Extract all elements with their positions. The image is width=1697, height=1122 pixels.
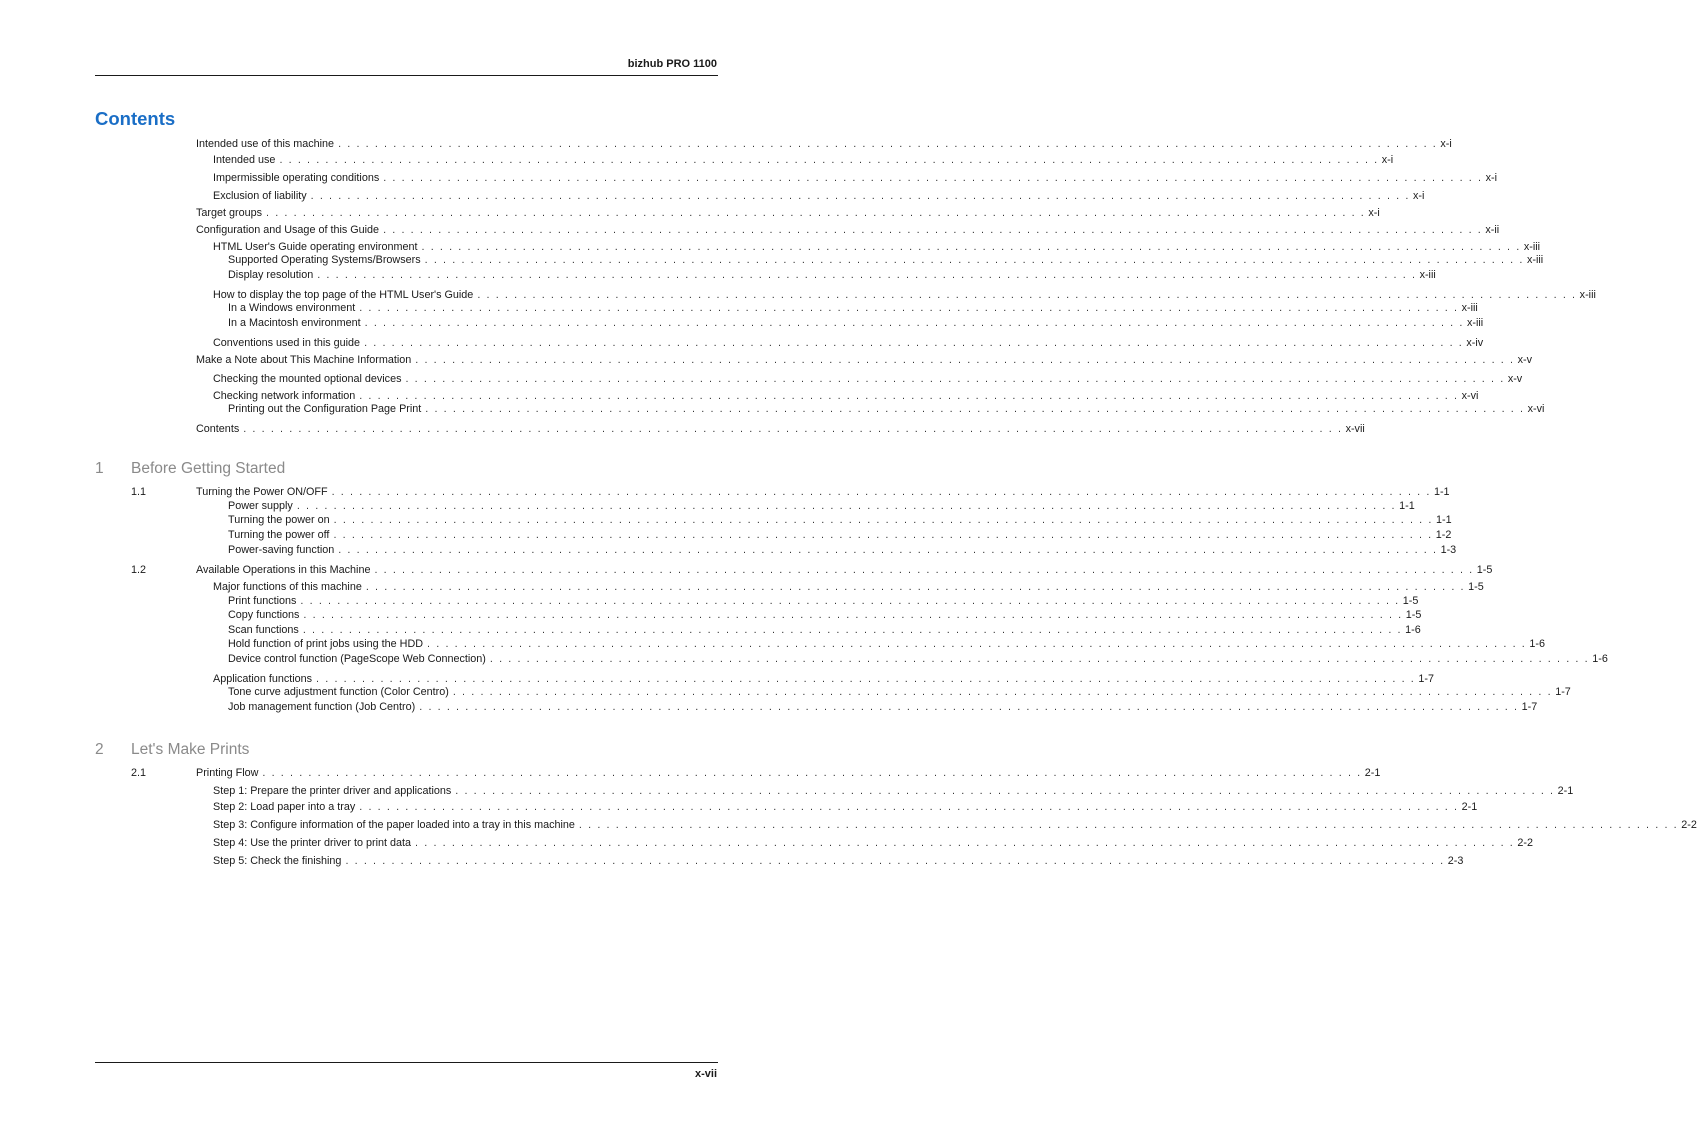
toc-entry[interactable] (213, 581, 1484, 593)
toc-entry-page: 1-7 (1521, 701, 1538, 713)
toc-entry-label: Hold function of print jobs using the HDD (228, 638, 424, 650)
header-rule (95, 75, 718, 76)
toc-entry-page: 1-5 (1405, 609, 1422, 621)
toc-entry-label: Step 2: Load paper into a tray (213, 801, 356, 813)
dot-leader: . . . . . . . . . . . . . . . . . . . . . . . . . . . . . . . . . . . . . . . . . . . . . . . . . . . . . . . . . . . . . . . . . . . . . . . . . . . . . . . . . . . . . . . . . . . . . . . . . . . . . . . . . . . . . . . . . . . . . . . . (427, 638, 1527, 650)
toc-entry[interactable] (228, 302, 1478, 314)
toc-entry-label: Device control function (PageScope Web Connection) (228, 653, 486, 665)
dot-leader: . . . . . . . . . . . . . . . . . . . . . . . . . . . . . . . . . . . . . . . . . . . . . . . . . . . . . . . . . . . . . . . . . . . . . . . . . . . . . . . . . . . . . . . . . . . . . . . . . . . . . . . . . . . . . . . . . . . . . . . . (302, 624, 1403, 636)
toc-entry-label: Power supply (228, 500, 293, 512)
toc-entry[interactable] (228, 701, 1538, 713)
toc-entry-label: Step 1: Prepare the printer driver and applications (213, 785, 452, 797)
dot-leader: . . . . . . . . . . . . . . . . . . . . . . . . . . . . . . . . . . . . . . . . . . . . . . . . . . . . . . . . . . . . . . . . . . . . . . . . . . . . . . . . . . . . . . . . . . . . . . . . . . . . . . . . . . . . . . . . . . . . . . . . (316, 673, 1416, 685)
toc-entry-label: Application functions (213, 673, 313, 685)
toc-entry[interactable] (228, 500, 1415, 512)
toc-entry-page: 1-2 (1435, 529, 1452, 541)
dot-leader: . . . . . . . . . . . . . . . . . . . . . . . . . . . . . . . . . . . . . . . . . . . . . . . . . . . . . . . . . . . . . . . . . . . . . . . . . . . . . . . . . . . . . . . . . . . . . . . . . . . . . . . . . . . . . . . . . . . . . . . . (364, 337, 1464, 349)
dot-leader: . . . . . . . . . . . . . . . . . . . . . . . . . . . . . . . . . . . . . . . . . . . . . . . . . . . . . . . . . . . . . . . . . . . . . . . . . . . . . . . . . . . . . . . . . . . . . . . . . . . . . . . . . . . . . . . . . . . . . . . . (415, 354, 1515, 366)
toc-entry-page: x-vii (1345, 423, 1365, 435)
toc-entry[interactable] (213, 241, 1541, 253)
dot-leader: . . . . . . . . . . . . . . . . . . . . . . . . . . . . . . . . . . . . . . . . . . . . . . . . . . . . . . . . . . . . . . . . . . . . . . . . . . . . . . . . . . . . . . . . . . . . . . . . . . . . . . . . . . . . . . . . . . . . . . . . (383, 224, 1483, 236)
toc-entry-label: Exclusion of liability (213, 190, 307, 202)
toc-entry-page: 1-5 (1476, 564, 1493, 576)
toc-entry[interactable] (228, 638, 1545, 650)
toc-entry[interactable] (228, 595, 1419, 607)
footer-rule (95, 1062, 718, 1063)
dot-leader: . . . . . . . . . . . . . . . . . . . . . . . . . . . . . . . . . . . . . . . . . . . . . . . . . . . . . . . . . . . . . . . . . . . . . . . . . . . . . . . . . . . . . . . . . . . . . . . . . . . . . . . . . . . . . . . . . . . . . . . . (374, 564, 1474, 576)
toc-entry[interactable] (228, 686, 1571, 698)
toc-entry-page: 2-2 (1517, 837, 1533, 849)
toc-entry-label: Turning the Power ON/OFF (196, 486, 328, 498)
toc-entry-page: 2-1 (1364, 767, 1381, 779)
dot-leader: . . . . . . . . . . . . . . . . . . . . . . . . . . . . . . . . . . . . . . . . . . . . . . . . . . . . . . . . . . . . . . . . . . . . . . . . . . . . . . . . . . . . . . . . . . . . . . . . . . . . . . . . . . . . . . . . . . . . . . . . (424, 254, 1524, 266)
toc-entry[interactable] (228, 514, 1452, 526)
dot-leader: . . . . . . . . . . . . . . . . . . . . . . . . . . . . . . . . . . . . . . . . . . . . . . . . . . . . . . . . . . . . . . . . . . . . . . . . . . . . . . . . . . . . . . . . . . . . . . . . . . . . . . . . . . . . . . . . . . . . . . . . (303, 609, 1403, 621)
dot-leader: . . . . . . . . . . . . . . . . . . . . . . . . . . . . . . . . . . . . . . . . . . . . . . . . . . . . . . . . . . . . . . . . . . . . . . . . . . . . . . . . . . . . . . . . . . . . . . . . . . . . . . . . . . . . . . . . . . . . . . . . (333, 529, 1433, 541)
dot-leader: . . . . . . . . . . . . . . . . . . . . . . . . . . . . . . . . . . . . . . . . . . . . . . . . . . . . . . . . . . . . . . . . . . . . . . . . . . . . . . . . . . . . . . . . . . . . . . . . . . . . . . . . . . . . . . . . . . . . . . . . (338, 544, 1438, 556)
dot-leader: . . . . . . . . . . . . . . . . . . . . . . . . . . . . . . . . . . . . . . . . . . . . . . . . . . . . . . . . . . . . . . . . . . . . . . . . . . . . . . . . . . . . . . . . . . . . . . . . . . . . . . . . . . . . . . . . . . . . . . . . (300, 595, 1400, 607)
toc-entry-page: x-iii (1419, 269, 1436, 281)
toc-entry[interactable] (196, 767, 1381, 779)
dot-leader: . . . . . . . . . . . . . . . . . . . . . . . . . . . . . . . . . . . . . . . . . . . . . . . . . . . . . . . . . . . . . . . . . . . . . . . . . . . . . . . . . . . . . . . . . . . . . . . . . . . . . . . . . . . . . . . . . . . . . . . . (365, 581, 1466, 593)
toc-entry[interactable] (228, 403, 1545, 415)
dot-leader: . . . . . . . . . . . . . . . . . . . . . . . . . . . . . . . . . . . . . . . . . . . . . . . . . . . . . . . . . . . . . . . . . . . . . . . . . . . . . . . . . . . . . . . . . . . . . . . . . . . . . . . . . . . . . . . . . . . . . . . . (419, 701, 1519, 713)
contents-heading: Contents (95, 108, 176, 129)
toc-entry[interactable] (196, 423, 1365, 435)
toc-entry[interactable] (213, 673, 1434, 685)
toc-entry[interactable] (196, 138, 1452, 150)
toc-entry[interactable] (213, 819, 1697, 831)
dot-leader: . . . . . . . . . . . . . . . . . . . . . . . . . . . . . . . . . . . . . . . . . . . . . . . . . . . . . . . . . . . . . . . . . . . . . . . . . . . . . . . . . . . . . . . . . . . . . . . . . . . . . . . . . . . . . . . . . . . . . . . . (296, 500, 1397, 512)
dot-leader: . . . . . . . . . . . . . . . . . . . . . . . . . . . . . . . . . . . . . . . . . . . . . . . . . . . . . . . . . . . . . . . . . . . . . . . . . . . . . . . . . . . . . . . . . . . . . . . . . . . . . . . . . . . . . . . . . . . . . . . . (359, 302, 1459, 314)
toc-entry-page: x-i (1412, 190, 1425, 202)
toc-entry-label: Intended use of this machine (196, 138, 335, 150)
chapter-number: 1 (95, 460, 104, 477)
toc-entry-page: x-iii (1523, 241, 1541, 253)
toc-entry-label: Major functions of this machine (213, 581, 362, 593)
toc-entry-page: 1-7 (1555, 686, 1571, 698)
toc-entry-page: x-vi (1461, 390, 1479, 402)
toc-entry[interactable] (213, 154, 1394, 166)
section-number: 2.1 (131, 767, 147, 779)
toc-entry-page: 1-6 (1529, 638, 1545, 650)
dot-leader: . . . . . . . . . . . . . . . . . . . . . . . . . . . . . . . . . . . . . . . . . . . . . . . . . . . . . . . . . . . . . . . . . . . . . . . . . . . . . . . . . . . . . . . . . . . . . . . . . . . . . . . . . . . . . . . . . . . . . . . . (455, 785, 1555, 797)
toc-entry-label: Printing out the Configuration Page Print (228, 403, 422, 415)
toc-entry-page: x-i (1368, 207, 1380, 219)
toc-entry-page: 1-5 (1468, 581, 1484, 593)
section-number: 1.1 (131, 486, 147, 498)
toc-entry-label: Target groups (196, 207, 263, 219)
footer-page-number: x-vii (694, 1068, 717, 1080)
toc-entry[interactable] (228, 653, 1608, 665)
toc-entry-label: Print functions (228, 595, 297, 607)
toc-entry-page: 2-1 (1461, 801, 1478, 813)
toc-entry-label: Contents (196, 423, 240, 435)
toc-entry-label: Impermissible operating conditions (213, 172, 380, 184)
toc-entry-label: HTML User's Guide operating environment (213, 241, 418, 253)
toc-entry[interactable] (213, 855, 1464, 867)
toc-entry[interactable] (196, 224, 1500, 236)
toc-entry[interactable] (213, 172, 1497, 184)
toc-entry[interactable] (213, 337, 1484, 349)
toc-entry-page: 2-1 (1557, 785, 1574, 797)
toc-entry[interactable] (213, 390, 1479, 402)
chapter-title[interactable]: Let's Make Prints (131, 741, 250, 758)
toc-entry-label: Job management function (Job Centro) (228, 701, 416, 713)
dot-leader: . . . . . . . . . . . . . . . . . . . . . . . . . . . . . . . . . . . . . . . . . . . . . . . . . . . . . . . . . . . . . . . . . . . . . . . . . . . . . . . . . . . . . . . . . . . . . . . . . . . . . . . . . . . . . . . . . . . . . . . . (364, 317, 1464, 329)
toc-entry-page: 1-7 (1418, 673, 1434, 685)
toc-entry-page: x-ii (1485, 224, 1500, 236)
toc-entry[interactable] (196, 207, 1380, 219)
toc-entry-page: 1-6 (1405, 624, 1421, 636)
dot-leader: . . . . . . . . . . . . . . . . . . . . . . . . . . . . . . . . . . . . . . . . . . . . . . . . . . . . . . . . . . . . . . . . . . . . . . . . . . . . . . . . . . . . . . . . . . . . . . . . . . . . . . . . . . . . . . . . . . . . . . . . (477, 289, 1577, 301)
dot-leader: . . . . . . . . . . . . . . . . . . . . . . . . . . . . . . . . . . . . . . . . . . . . . . . . . . . . . . . . . . . . . . . . . . . . . . . . . . . . . . . . . . . . . . . . . . . . . . . . . . . . . . . . . . . . . . . . . . . . . . . . (333, 514, 1433, 526)
toc-entry-label: Step 5: Check the finishing (213, 855, 342, 867)
toc-entry-label: Intended use (213, 154, 276, 166)
toc-entry-label: Checking network information (213, 390, 356, 402)
toc-entry[interactable] (228, 254, 1544, 266)
toc-entry-label: Turning the power on (228, 514, 330, 526)
toc-entry-page: x-iii (1579, 289, 1596, 301)
toc-entry-label: Step 4: Use the printer driver to print data (213, 837, 412, 849)
toc-entry[interactable] (228, 269, 1436, 281)
toc-entry[interactable] (213, 801, 1478, 813)
toc-entry-page: x-iv (1466, 337, 1484, 349)
dot-leader: . . . . . . . . . . . . . . . . . . . . . . . . . . . . . . . . . . . . . . . . . . . . . . . . . . . . . . . . . . . . . . . . . . . . . . . . . . . . . . . . . . . . . . . . . . . . . . . . . . . . . . . . . . . . . . . . . . . . . . . . (359, 801, 1459, 813)
dot-leader: . . . . . . . . . . . . . . . . . . . . . . . . . . . . . . . . . . . . . . . . . . . . . . . . . . . . . . . . . . . . . . . . . . . . . . . . . . . . . . . . . . . . . . . . . . . . . . . . . . . . . . . . . . . . . . . . . . . . . . . . (345, 855, 1445, 867)
toc-entry-page: x-v (1507, 373, 1523, 385)
toc-entry-page: 1-1 (1435, 514, 1452, 526)
toc-entry-label: Scan functions (228, 624, 299, 636)
toc-entry[interactable] (228, 529, 1452, 541)
toc-entry-page: 1-3 (1440, 544, 1457, 556)
toc-entry-page: x-iii (1461, 302, 1478, 314)
dot-leader: . . . . . . . . . . . . . . . . . . . . . . . . . . . . . . . . . . . . . . . . . . . . . . . . . . . . . . . . . . . . . . . . . . . . . . . . . . . . . . . . . . . . . . . . . . . . . . . . . . . . . . . . . . . . . . . . . . . . . . . . (359, 390, 1459, 402)
toc-entry-label: Supported Operating Systems/Browsers (228, 254, 421, 266)
toc-entry-label: In a Windows environment (228, 302, 356, 314)
dot-leader: . . . . . . . . . . . . . . . . . . . . . . . . . . . . . . . . . . . . . . . . . . . . . . . . . . . . . . . . . . . . . . . . . . . . . . . . . . . . . . . . . . . . . . . . . . . . . . . . . . . . . . . . . . . . . . . . . . . . . . . . (338, 138, 1438, 150)
dot-leader: . . . . . . . . . . . . . . . . . . . . . . . . . . . . . . . . . . . . . . . . . . . . . . . . . . . . . . . . . . . . . . . . . . . . . . . . . . . . . . . . . . . . . . . . . . . . . . . . . . . . . . . . . . . . . . . . . . . . . . . . (489, 653, 1590, 665)
dot-leader: . . . . . . . . . . . . . . . . . . . . . . . . . . . . . . . . . . . . . . . . . . . . . . . . . . . . . . . . . . . . . . . . . . . . . . . . . . . . . . . . . . . . . . . . . . . . . . . . . . . . . . . . . . . . . . . . . . . . . . . . (425, 403, 1525, 415)
toc-entry-label: In a Macintosh environment (228, 317, 361, 329)
toc-entry-page: x-i (1381, 154, 1394, 166)
toc-entry-label: How to display the top page of the HTML User's Guide (213, 289, 474, 301)
toc-entry-page: x-iii (1466, 317, 1484, 329)
section-number: 1.2 (131, 564, 147, 576)
dot-leader: . . . . . . . . . . . . . . . . . . . . . . . . . . . . . . . . . . . . . . . . . . . . . . . . . . . . . . . . . . . . . . . . . . . . . . . . . . . . . . . . . . . . . . . . . . . . . . . . . . . . . . . . . . . . . . . . . . . . . . . . (452, 686, 1553, 698)
toc-entry[interactable] (228, 609, 1422, 621)
page-header-title: bizhub PRO 1100 (627, 58, 717, 70)
toc-entry[interactable] (196, 564, 1493, 576)
toc-entry-label: Conventions used in this guide (213, 337, 361, 349)
toc-entry-page: x-i (1440, 138, 1452, 150)
toc-entry-label: Step 3: Configure information of the paper loaded into a tray in this machine (213, 819, 575, 831)
toc-entry-label: Power-saving function (228, 544, 335, 556)
toc-entry-page: 1-6 (1592, 653, 1608, 665)
toc-entry-page: x-vi (1527, 403, 1545, 415)
toc-entry-label: Copy functions (228, 609, 300, 621)
dot-leader: . . . . . . . . . . . . . . . . . . . . . . . . . . . . . . . . . . . . . . . . . . . . . . . . . . . . . . . . . . . . . . . . . . . . . . . . . . . . . . . . . . . . . . . . . . . . . . . . . . . . . . . . . . . . . . . . . . . . . . . . (415, 837, 1515, 849)
toc-entry-page: x-v (1517, 354, 1533, 366)
dot-leader: . . . . . . . . . . . . . . . . . . . . . . . . . . . . . . . . . . . . . . . . . . . . . . . . . . . . . . . . . . . . . . . . . . . . . . . . . . . . . . . . . . . . . . . . . . . . . . . . . . . . . . . . . . . . . . . . . . . . . . . . (578, 819, 1679, 831)
toc-entry-page: 1-5 (1402, 595, 1419, 607)
dot-leader: . . . . . . . . . . . . . . . . . . . . . . . . . . . . . . . . . . . . . . . . . . . . . . . . . . . . . . . . . . . . . . . . . . . . . . . . . . . . . . . . . . . . . . . . . . . . . . . . . . . . . . . . . . . . . . . . . . . . . . . . (243, 423, 1343, 435)
toc-entry[interactable] (228, 624, 1421, 636)
dot-leader: . . . . . . . . . . . . . . . . . . . . . . . . . . . . . . . . . . . . . . . . . . . . . . . . . . . . . . . . . . . . . . . . . . . . . . . . . . . . . . . . . . . . . . . . . . . . . . . . . . . . . . . . . . . . . . . . . . . . . . . . (331, 486, 1431, 498)
dot-leader: . . . . . . . . . . . . . . . . . . . . . . . . . . . . . . . . . . . . . . . . . . . . . . . . . . . . . . . . . . . . . . . . . . . . . . . . . . . . . . . . . . . . . . . . . . . . . . . . . . . . . . . . . . . . . . . . . . . . . . . . (421, 241, 1521, 253)
toc-entry[interactable] (196, 354, 1533, 366)
dot-leader: . . . . . . . . . . . . . . . . . . . . . . . . . . . . . . . . . . . . . . . . . . . . . . . . . . . . . . . . . . . . . . . . . . . . . . . . . . . . . . . . . . . . . . . . . . . . . . . . . . . . . . . . . . . . . . . . . . . . . . . . (317, 269, 1417, 281)
toc-entry-label: Display resolution (228, 269, 314, 281)
toc-entry-page: 1-1 (1399, 500, 1415, 512)
toc-entry[interactable] (228, 544, 1457, 556)
toc-entry-label: Turning the power off (228, 529, 330, 541)
toc-entry-label: Printing Flow (196, 767, 259, 779)
toc-entry[interactable] (196, 486, 1450, 498)
toc-entry-page: x-i (1485, 172, 1497, 184)
dot-leader: . . . . . . . . . . . . . . . . . . . . . . . . . . . . . . . . . . . . . . . . . . . . . . . . . . . . . . . . . . . . . . . . . . . . . . . . . . . . . . . . . . . . . . . . . . . . . . . . . . . . . . . . . . . . . . . . . . . . . . . . (405, 373, 1505, 385)
chapter-title[interactable]: Before Getting Started (131, 460, 286, 477)
toc-entry-page: 2-2 (1681, 819, 1697, 831)
toc-entry-page: x-iii (1526, 254, 1544, 266)
toc-entry[interactable] (213, 785, 1574, 797)
toc-entry-label: Tone curve adjustment function (Color Centro) (228, 686, 449, 698)
dot-leader: . . . . . . . . . . . . . . . . . . . . . . . . . . . . . . . . . . . . . . . . . . . . . . . . . . . . . . . . . . . . . . . . . . . . . . . . . . . . . . . . . . . . . . . . . . . . . . . . . . . . . . . . . . . . . . . . . . . . . . . . (266, 207, 1366, 219)
dot-leader: . . . . . . . . . . . . . . . . . . . . . . . . . . . . . . . . . . . . . . . . . . . . . . . . . . . . . . . . . . . . . . . . . . . . . . . . . . . . . . . . . . . . . . . . . . . . . . . . . . . . . . . . . . . . . . . . . . . . . . . . (279, 154, 1379, 166)
toc-entry[interactable] (213, 289, 1596, 301)
dot-leader: . . . . . . . . . . . . . . . . . . . . . . . . . . . . . . . . . . . . . . . . . . . . . . . . . . . . . . . . . . . . . . . . . . . . . . . . . . . . . . . . . . . . . . . . . . . . . . . . . . . . . . . . . . . . . . . . . . . . . . . . (383, 172, 1483, 184)
toc-entry[interactable] (228, 317, 1484, 329)
chapter-number: 2 (95, 741, 104, 758)
toc-entry-label: Available Operations in this Machine (196, 564, 371, 576)
toc-entry-label: Checking the mounted optional devices (213, 373, 402, 385)
toc-entry[interactable] (213, 190, 1425, 202)
dot-leader: . . . . . . . . . . . . . . . . . . . . . . . . . . . . . . . . . . . . . . . . . . . . . . . . . . . . . . . . . . . . . . . . . . . . . . . . . . . . . . . . . . . . . . . . . . . . . . . . . . . . . . . . . . . . . . . . . . . . . . . . (262, 767, 1362, 779)
toc-entry[interactable] (213, 373, 1523, 385)
dot-leader: . . . . . . . . . . . . . . . . . . . . . . . . . . . . . . . . . . . . . . . . . . . . . . . . . . . . . . . . . . . . . . . . . . . . . . . . . . . . . . . . . . . . . . . . . . . . . . . . . . . . . . . . . . . . . . . . . . . . . . . . (310, 190, 1410, 202)
toc-entry[interactable] (213, 837, 1533, 849)
toc-entry-page: 1-1 (1433, 486, 1450, 498)
toc-entry-label: Configuration and Usage of this Guide (196, 224, 380, 236)
toc-entry-page: 2-3 (1447, 855, 1464, 867)
toc-entry-label: Make a Note about This Machine Information (196, 354, 412, 366)
